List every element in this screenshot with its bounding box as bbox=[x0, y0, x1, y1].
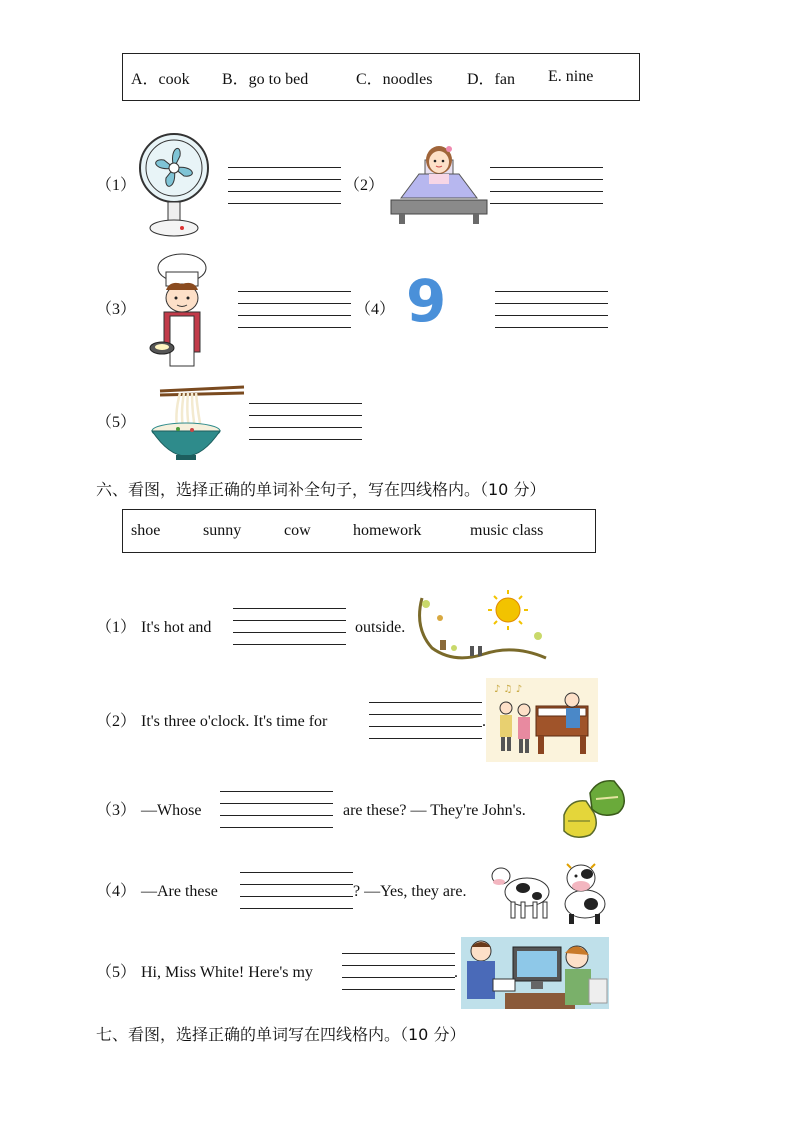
number-nine-icon: 9 bbox=[406, 267, 447, 335]
cows-icon bbox=[487, 858, 619, 926]
sentence-after: outside. bbox=[355, 619, 406, 636]
word-option: music class bbox=[470, 522, 544, 539]
shoes-icon bbox=[560, 775, 628, 847]
sentence-before: It's three o'clock. It's time for bbox=[141, 713, 328, 730]
word-option: homework bbox=[353, 522, 422, 539]
section-heading: 六、看图，选择正确的单词补全句子，写在四线格内。（10 分） bbox=[96, 480, 546, 499]
word-bank-box bbox=[122, 509, 596, 553]
sentence-after: . bbox=[454, 964, 458, 981]
word-option: B．go to bed bbox=[222, 70, 309, 88]
fan-icon bbox=[138, 130, 210, 238]
writing-lines[interactable] bbox=[342, 953, 455, 990]
word-option: C．noodles bbox=[356, 70, 433, 88]
sentence-number: （4） bbox=[96, 883, 137, 900]
sentence-before: Hi, Miss White! Here's my bbox=[141, 964, 313, 981]
homework-icon bbox=[461, 937, 609, 1009]
sentence-before: —Are these bbox=[141, 883, 218, 900]
chef-cooking-icon bbox=[148, 250, 212, 370]
noodle-bowl-icon bbox=[150, 385, 246, 463]
writing-lines[interactable] bbox=[238, 291, 351, 328]
section-heading: 七、看图，选择正确的单词写在四线格内。（10 分） bbox=[96, 1025, 466, 1044]
writing-lines[interactable] bbox=[369, 702, 482, 739]
girl-in-bed-icon bbox=[389, 138, 489, 226]
word-option: shoe bbox=[131, 522, 161, 539]
item-number: （3） bbox=[96, 301, 137, 318]
writing-lines[interactable] bbox=[233, 608, 346, 645]
sunny-day-icon bbox=[414, 588, 550, 668]
svg-text:♪ ♫ ♪: ♪ ♫ ♪ bbox=[494, 684, 523, 695]
item-number: （1） bbox=[96, 177, 137, 194]
sentence-before: —Whose bbox=[141, 802, 202, 819]
sentence-number: （2） bbox=[96, 713, 137, 730]
item-number: （5） bbox=[96, 414, 137, 431]
word-option: sunny bbox=[203, 522, 242, 539]
item-number: （4） bbox=[355, 301, 396, 318]
sentence-before: It's hot and bbox=[141, 619, 212, 636]
word-option: A．cook bbox=[131, 70, 190, 88]
sentence-after: are these? — They're John's. bbox=[343, 802, 526, 819]
sentence-number: （5） bbox=[96, 964, 137, 981]
word-option: D．fan bbox=[467, 70, 515, 88]
sentence-after: . bbox=[482, 713, 486, 730]
word-bank-box bbox=[122, 53, 640, 101]
music-class-icon bbox=[486, 678, 598, 762]
writing-lines[interactable] bbox=[249, 403, 362, 440]
writing-lines[interactable] bbox=[490, 167, 603, 204]
writing-lines[interactable] bbox=[495, 291, 608, 328]
item-number: （2） bbox=[344, 177, 385, 194]
sentence-number: （3） bbox=[96, 802, 137, 819]
sentence-number: （1） bbox=[96, 619, 137, 636]
word-option: E. nine bbox=[548, 68, 594, 85]
sentence-after: ? —Yes, they are. bbox=[353, 883, 467, 900]
word-option: cow bbox=[284, 522, 311, 539]
writing-lines[interactable] bbox=[228, 167, 341, 204]
writing-lines[interactable] bbox=[220, 791, 333, 828]
writing-lines[interactable] bbox=[240, 872, 353, 909]
